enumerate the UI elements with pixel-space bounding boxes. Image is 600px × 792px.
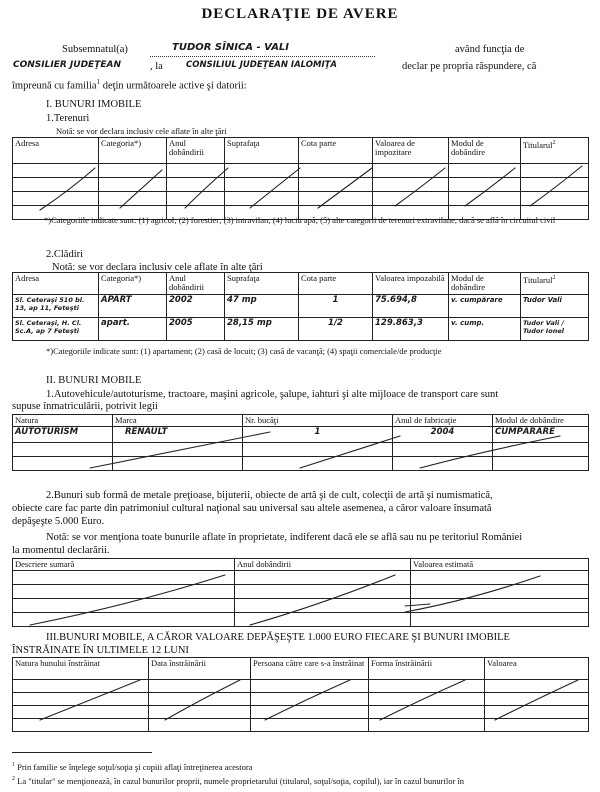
section-2-heading: II. BUNURI MOBILE (46, 375, 142, 386)
alien-col-form: Forma înstrăinării (369, 658, 485, 680)
vehicles-text-2: supuse înmatriculării, potrivit legii (12, 401, 158, 412)
land-col-area: Suprafaţa (225, 138, 299, 164)
land-col-owner: Titularul$^2$ (521, 138, 589, 164)
alien-col-nature: Natura bunului înstrăinat (13, 658, 149, 680)
vehicles-text-1: 1.Autovehicule/autoturisme, tractoare, maşini agricole, şalupe, iahturi şi alte mijloace de transport care sunt (46, 389, 499, 400)
section-3-heading-1: III.BUNURI MOBILE, A CĂROR VALOARE DEPĂŞEŞTE 1.000 EURO FIECARE ŞI BUNURI IMOBILE (46, 632, 510, 643)
alienated-table (12, 657, 589, 732)
table-row: AUTOTURISM RENAULT 1 2004 CUMPĂRARE (13, 427, 589, 443)
bld-col-value: Valoarea impozabilă (373, 273, 449, 295)
land-col-acquisition: Modul de dobândire (449, 138, 521, 164)
valuables-table (12, 558, 589, 627)
declarant-name: TUDOR SÎNICA - VALI (172, 42, 290, 53)
land-col-year: Anul dobândirii (167, 138, 225, 164)
buildings-note: Notă: se vor declara inclusiv cele aflate în alte ţări (52, 262, 263, 273)
position-label: având funcţia de (455, 44, 525, 55)
table-row: Sl. Ceteraşi 510 bl. 13, ap 11, Feteşti APART 2002 47 mp 1 75.694,8 v. cumpărare Tudor Vali (13, 295, 589, 318)
valuables-note-2: la momentul declarării. (12, 545, 110, 556)
land-col-value: Valoarea de impozitare (373, 138, 449, 164)
bld-col-share: Cota parte (299, 273, 373, 295)
declarant-position: CONSILIER JUDEŢEAN (13, 60, 121, 70)
at-label: , la (150, 61, 163, 72)
footnote-1: $^1$ Prin familie se înţelege soţul/soţia şi copiii aflaţi întreţinerea acestora (12, 761, 253, 772)
alien-col-date: Data înstrăinării (149, 658, 251, 680)
land-note: Notă: se vor declara inclusiv cele aflate în alte ţări (56, 126, 227, 136)
buildings-heading: 2.Clădiri (46, 249, 84, 260)
land-col-share: Cota parte (299, 138, 373, 164)
footnote-rule (12, 752, 152, 753)
undersigned-label: Subsemnatul(a) (62, 44, 128, 55)
family-text: împreună cu familia$^1$ deţin următoarele active şi datorii: (12, 78, 247, 92)
valuables-note-1: Notă: se vor menţiona toate bunurile aflate în proprietate, indiferent dacă ele se află sau nu pe teritoriul României (46, 532, 523, 543)
veh-col-count: Nr. bucăţi (243, 415, 393, 427)
val-col-value: Valoarea estimată (411, 559, 589, 571)
declare-text: declar pe propria răspundere, că (402, 61, 537, 72)
valuables-text-1: 2.Bunuri sub formă de metale preţioase, bijuterii, obiecte de artă şi de cult, colecţii de artă şi numismatică, (46, 490, 493, 501)
alien-col-value: Valoarea (485, 658, 589, 680)
val-col-year: Anul dobândirii (235, 559, 411, 571)
section-3-heading-2: ÎNSTRĂINATE ÎN ULTIMELE 12 LUNI (12, 645, 189, 656)
land-heading: 1.Terenuri (46, 113, 90, 124)
veh-col-acquisition: Modul de dobândire (493, 415, 589, 427)
veh-col-make: Marca (113, 415, 243, 427)
bld-col-year: Anul dobândirii (167, 273, 225, 295)
val-col-description: Descriere sumară (13, 559, 235, 571)
bld-col-category: Categoria*) (99, 273, 167, 295)
bld-col-address: Adresa (13, 273, 99, 295)
alien-col-person: Persoana către care s-a înstrăinat (251, 658, 369, 680)
footnote-2: $^2$ La "titular" se menţionează, în cazul bunurilor proprii, numele proprietarului (titularul, soţul/soţia, copilul), iar în cazul bunurilor în (12, 775, 465, 786)
vehicles-table (12, 414, 589, 471)
land-col-address: Adresa (13, 138, 99, 164)
buildings-footnote: *)Categoriile indicate sunt: (1) apartament; (2) casă de locuit; (3) casă de vacanţă; (4) spaţii comerciale/de producţie (46, 346, 442, 356)
bld-col-owner: Titularul$^2$ (521, 273, 589, 295)
valuables-text-2: obiecte care fac parte din patrimoniul cultural naţional sau universal sau altele asemenea, a căror valoare însumată (12, 503, 492, 514)
document-title: DECLARAŢIE DE AVERE (201, 6, 399, 22)
valuables-text-3: depăşeşte 5.000 Euro. (12, 516, 105, 527)
veh-col-year: Anul de fabricaţie (393, 415, 493, 427)
veh-col-nature: Natura (13, 415, 113, 427)
buildings-table (12, 272, 589, 341)
declarant-institution: CONSILIUL JUDEŢEAN IALOMIŢA (186, 60, 337, 70)
land-footnote: *)Categoriile indicate sunt: (1) agricol; (2) forestier; (3) intravilan; (4) luciu apă; (5) alte categorii de terenuri extravilane, dacă se află în circuitul civil (44, 215, 556, 225)
bld-col-acquisition: Modul de dobândire (449, 273, 521, 295)
section-1-heading: I. BUNURI IMOBILE (46, 99, 142, 110)
land-table (12, 137, 589, 220)
table-row: Sl. Ceteraşi, H. Cl. Sc.A, ap 7 Feteşti apart. 2005 28,15 mp 1/2 129.863,3 v. cump. Tudor Vali / Tudor Ionel (13, 318, 589, 341)
land-col-category: Categoria*) (99, 138, 167, 164)
bld-col-area: Suprafaţa (225, 273, 299, 295)
